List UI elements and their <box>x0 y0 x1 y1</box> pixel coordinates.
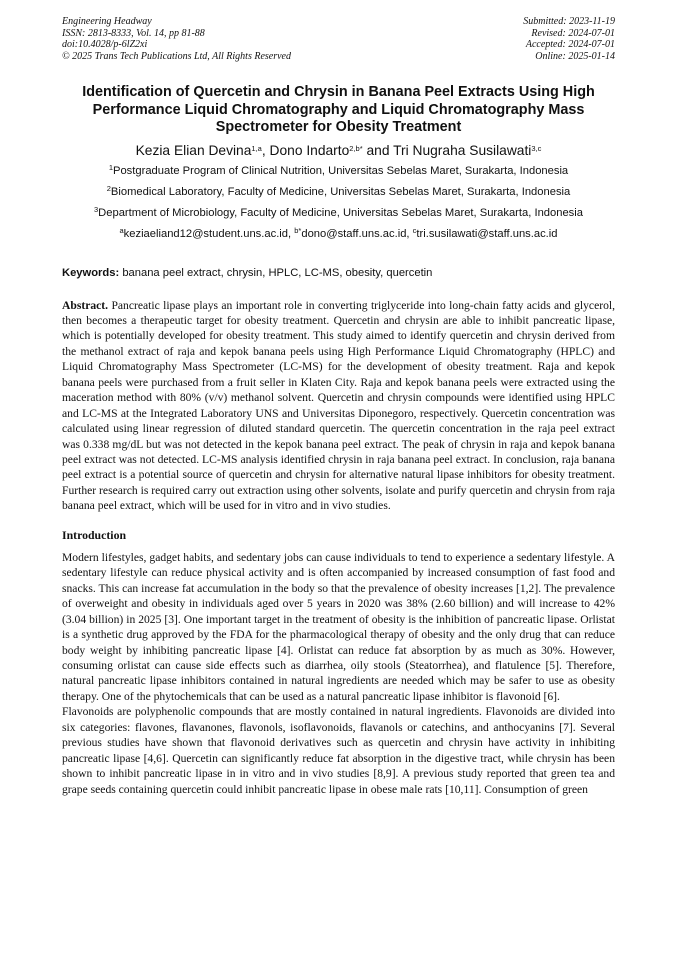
affiliation-number: 3 <box>94 204 99 214</box>
author-affiliation-marker: 2,b* <box>349 143 363 153</box>
affiliation-text: Department of Microbiology, Faculty of Medicine, Universitas Sebelas Maret, Surakarta, Indonesia <box>98 206 583 219</box>
email-marker: c <box>412 225 417 235</box>
publication-dates <box>523 16 615 62</box>
author-name: Kezia Elian Devina <box>135 142 252 158</box>
email-address[interactable]: keziaeliand12@student.uns.ac.id <box>123 227 289 240</box>
paragraph: Modern lifestyles, gadget habits, and sedentary jobs can cause individuals to tend to experience a sedentary lifestyle. A sedentary lifestyle can reduce physical activity and is often accompanied by increased consumption of fast food and snacks. This can increase fat accumulation in the body so that the prevalence of obesity increases [1,2]. The prevalence of overweight and obesity in individuals aged over 5 years in 2020 was 38% (2.60 billion) and will increase to 42% (3.04 billion) in 2025 [3]. One important target in the treatment of obesity is the inhibition of pancreatic lipase. Orlistat is a synthetic drug approved by the FDA for the pharmacological therapy of obesity and the only drug that can reduce body weight by inhibiting pancreatic lipase [4]. Orlistat can reduce fat absorption by as much as 30%. However, consuming orlistat can cause side effects such as diarrhea, oily stools (Steatorrhea), and flatulence [5]. Therefore, natural pancreatic lipase inhibitors contained in natural ingredients are needed which may be safer to use as obesity therapy. One of the phytochemicals that can be used as a natural pancreatic lipase inhibitor is flavonoid [6]. <box>62 550 615 703</box>
date-online: Online: 2025-01-14 <box>535 50 615 62</box>
journal-issn: ISSN: 2813-8333, Vol. 14, pp 81-88 <box>62 27 205 39</box>
author-affiliation-marker: 1,a <box>251 143 262 153</box>
journal-info <box>62 16 291 62</box>
paper-title: Identification of Quercetin and Chrysin in Banana Peel Extracts Using High Performance Liquid Chromatography and Liquid Chromatography Mass Spectrometer for Obesity Treatment <box>82 84 595 135</box>
author-separator: and <box>362 142 394 158</box>
date-accepted: Accepted: 2024-07-01 <box>525 39 615 50</box>
date-submitted: Submitted: 2023-11-19 <box>523 16 615 27</box>
journal-doi: doi:10.4028/p-6lZ2xi <box>62 39 148 50</box>
journal-copyright: © 2025 Trans Tech Publications Ltd, All Rights Reserved <box>62 50 291 62</box>
keywords-label: Keywords: <box>62 266 120 279</box>
author-list <box>62 142 615 159</box>
affiliation <box>62 164 615 178</box>
email-separator: , <box>288 227 295 240</box>
date-revised: Revised: 2024-07-01 <box>531 27 615 39</box>
affiliation <box>62 206 615 220</box>
author-emails <box>62 227 615 241</box>
author-name: Tri Nugraha Susilawati <box>393 142 532 158</box>
email-address[interactable]: tri.susilawati@staff.uns.ac.id <box>416 227 558 240</box>
author-separator: , <box>261 142 270 158</box>
section-heading-introduction: Introduction <box>62 527 127 542</box>
affiliation-number: 2 <box>106 183 111 193</box>
journal-header <box>62 16 615 62</box>
affiliation-text: Postgraduate Program of Clinical Nutrition, Universitas Sebelas Maret, Surakarta, Indonesia <box>112 164 569 177</box>
journal-name: Engineering Headway <box>62 16 152 27</box>
affiliation-text: Biomedical Laboratory, Faculty of Medicine, Universitas Sebelas Maret, Surakarta, Indonesia <box>110 185 571 198</box>
email-marker: a <box>119 225 124 235</box>
email-address[interactable]: dono@staff.uns.ac.id <box>301 227 407 240</box>
author-name: Dono Indarto <box>269 142 350 158</box>
abstract-text: Pancreatic lipase plays an important role in converting triglyceride into long-chain fatty acids and glycerol, then becomes a therapeutic target for obesity treatment. Quercetin and chrysin are able to inhibit pancreatic lipase, which is potentially developed for obesity treatment. This study aimed to identify quercetin and chrysin derived from the methanol extract of raja and kepok banana peels using High Performance Liquid Chromatography (HPLC) and Liquid Chromatography Mass Spectrometer (LC-MS) for the development of obesity treatment. Raja and kepok banana peels were purchased from a fruit seller in Klaten City. Raja and kepok banana peels were extracted using the maceration method with 80% (v/v) methanol solvent. Quercetin and chrysin compounds were identified using HPLC and LC-MS at the Integrated Laboratory UNS and Universitas Diponegoro, respectively. Quercetin concentration was calculated using linear regression of diluted standard quercetin. The quercetin concentration in the raja peel extract was 0.338 mg/dL but was not detected in the kepok banana peel extract. The peak of chrysin in raja and kepok banana peel extract was not detected. LC-MS analysis identified chrysin in raja banana peel extract. In conclusion, raja banana peel extract is a potential source of quercetin and chrysin for alternative natural lipase inhibitors for obesity treatment. Further research is required carry out extraction using other solvents, isolate and purify quercetin and chrysin from raja banana peel extract, which will be used for in vitro and in vivo studies. <box>62 298 615 513</box>
affiliation-number: 1 <box>108 162 113 172</box>
abstract-label: Abstract. <box>62 298 109 312</box>
paragraph: Flavonoids are polyphenolic compounds that are mostly contained in natural ingredients. Flavonoids are divided into six categories: flavones, flavanones, flavonols, isoflavonoids, flavanols or catechins, and anthocyanins [7]. Several previous studies have shown that flavonoid derivatives such as quercetin and chrysin have activity in inhibiting pancreatic lipase [4,6]. Quercetin can significantly reduce fat absorption in the digestive tract, while chrysin has been shown to inhibit pancreatic lipase in in vitro and in vivo studies [8,9]. A previous study reported that green tea and grape seeds containing quercetin could inhibit pancreatic lipase in obese male rats [10,11]. Consumption of green <box>62 705 615 796</box>
keywords <box>62 266 615 280</box>
email-separator: , <box>406 227 413 240</box>
abstract <box>62 298 615 514</box>
keywords-text: banana peel extract, chrysin, HPLC, LC-MS, obesity, quercetin <box>122 266 433 279</box>
affiliation <box>62 185 615 199</box>
email-marker: b* <box>294 225 302 235</box>
author-affiliation-marker: 3,c <box>531 143 542 153</box>
paper-page <box>62 16 615 797</box>
